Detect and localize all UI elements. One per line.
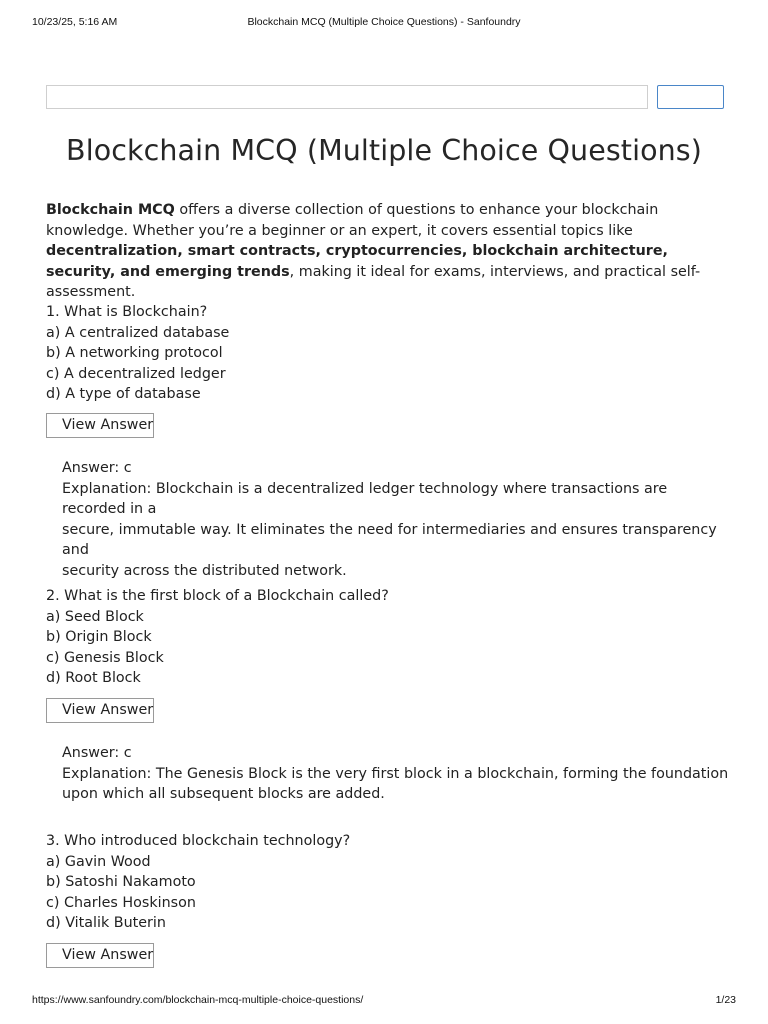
explanation-line: secure, immutable way. It eliminates the need for intermediaries and ensures transparency and — [62, 521, 717, 559]
question-text: 1. What is Blockchain? — [46, 304, 208, 320]
option-a: a) A centralized database — [46, 324, 230, 341]
option-d: d) Vitalik Buterin — [46, 915, 166, 932]
option-c: c) Genesis Block — [46, 649, 164, 666]
explanation-line: security across the distributed network. — [62, 562, 347, 579]
option-d: d) A type of database — [46, 386, 201, 403]
intro-paragraph — [46, 200, 730, 303]
option-c: c) Charles Hoskinson — [46, 894, 196, 911]
question-text: 3. Who introduced blockchain technology? — [46, 833, 351, 849]
answer-block-1 — [62, 458, 732, 582]
page-title: Blockchain MCQ (Multiple Choice Questions) — [66, 134, 702, 167]
print-header — [32, 16, 736, 30]
question-1 — [46, 302, 730, 405]
option-d: d) Root Block — [46, 670, 141, 687]
view-answer-button[interactable]: View Answer — [46, 943, 154, 968]
view-answer-button[interactable]: View Answer — [46, 413, 154, 438]
intro-bold-title: Blockchain MCQ — [46, 202, 175, 218]
explanation-line: Explanation: Blockchain is a decentralized ledger technology where transactions are recorded in a — [62, 480, 668, 518]
explanation-line: upon which all subsequent blocks are added. — [62, 786, 385, 803]
answer-text: Answer: c — [62, 460, 132, 476]
question-3 — [46, 831, 730, 934]
option-a: a) Seed Block — [46, 608, 144, 625]
question-2 — [46, 586, 730, 689]
print-url: https://www.sanfoundry.com/blockchain-mcq-multiple-choice-questions/ — [32, 994, 364, 1006]
print-date: 10/23/25, 5:16 AM — [32, 16, 118, 28]
view-answer-button[interactable]: View Answer — [46, 698, 154, 723]
answer-text: Answer: c — [62, 745, 132, 761]
intro-bold-topics: decentralization, smart contracts, cryptocurrencies, blockchain architecture, security, and emerging trends — [46, 243, 668, 280]
option-b: b) A networking protocol — [46, 345, 223, 362]
question-text: 2. What is the first block of a Blockchain called? — [46, 588, 389, 604]
intro-text: offers a diverse collection of questions to enhance your blockchain knowledge. Whether you’re a beginner or an expert, it covers essential topics like — [46, 202, 659, 239]
explanation-line: Explanation: The Genesis Block is the very first block in a blockchain, forming the foundation — [62, 765, 729, 782]
print-title: Blockchain MCQ (Multiple Choice Questions) - Sanfoundry — [247, 16, 521, 28]
print-footer — [32, 994, 736, 1008]
answer-block-2 — [62, 743, 732, 805]
option-b: b) Satoshi Nakamoto — [46, 874, 196, 891]
search-input[interactable] — [46, 85, 648, 109]
option-b: b) Origin Block — [46, 629, 152, 646]
search-button[interactable] — [657, 85, 724, 109]
option-c: c) A decentralized ledger — [46, 365, 226, 382]
option-a: a) Gavin Wood — [46, 853, 151, 870]
page-number: 1/23 — [715, 994, 736, 1006]
intro-text-end: , making it ideal for exams, interviews, and practical self-assessment. — [46, 263, 701, 301]
